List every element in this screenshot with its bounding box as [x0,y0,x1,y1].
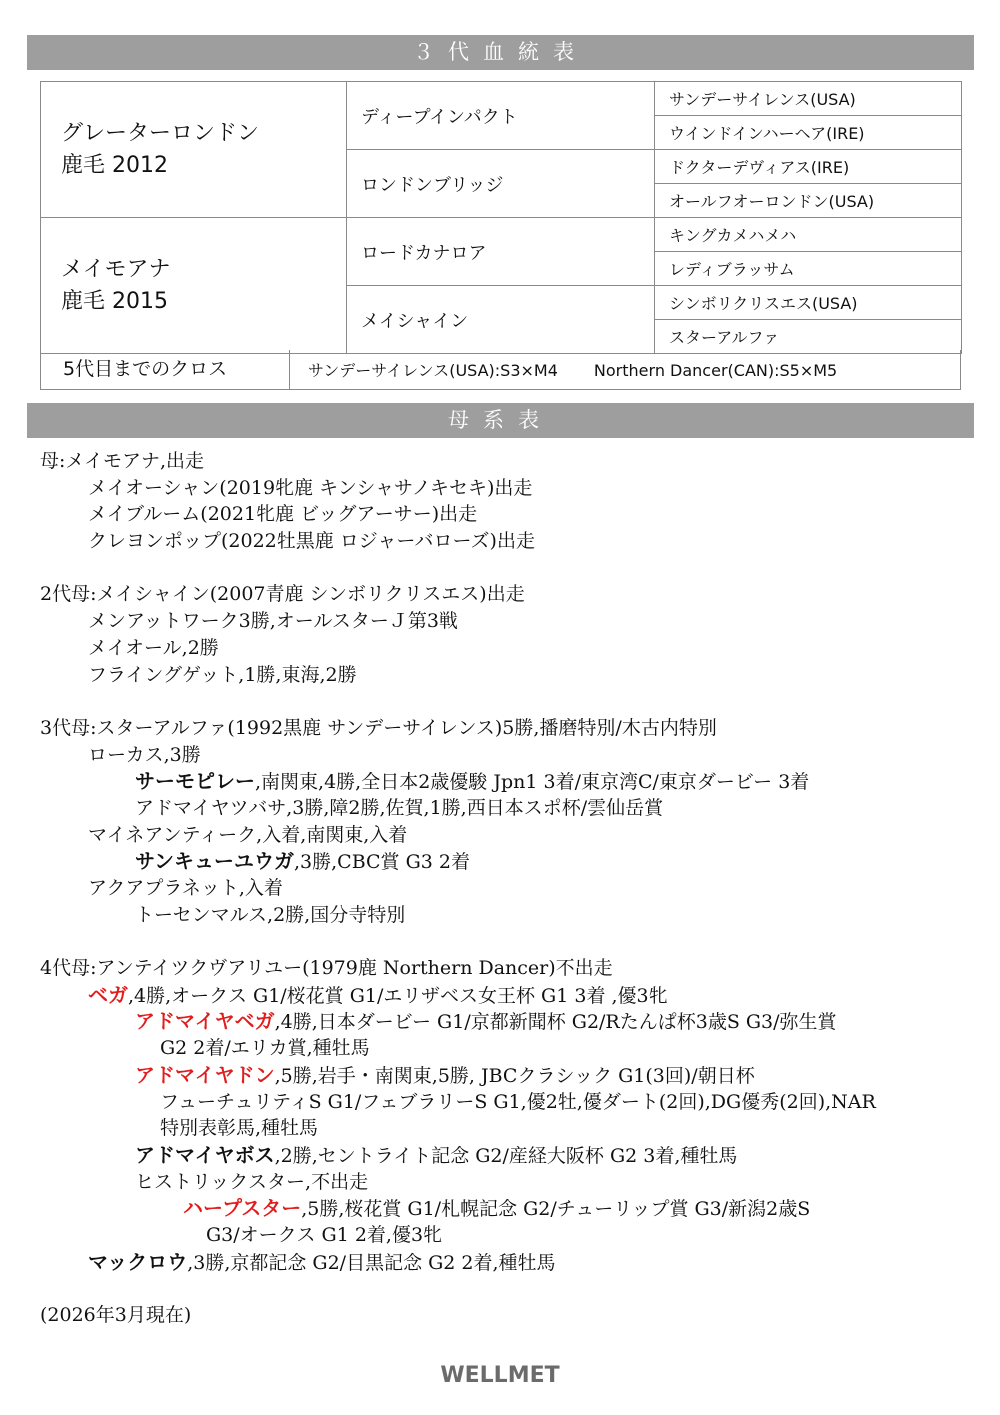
spacer [40,1275,970,1302]
pedigree-cell: ウインドインハーヘア(IRE) [655,116,962,150]
inbreeding-cross-row [40,350,961,390]
family-line [40,822,970,849]
family-line-text: フライングゲット,1勝,東海,2勝 [88,663,357,686]
family-line [40,742,970,769]
pedigree-cell: シンボリクリスエス(USA) [655,286,962,320]
family-line-text: フューチュリティS G1/フェブラリーS G1,優2牡,優ダート(2回),DG優秀(2回),NAR [160,1090,876,1113]
horse-name-highlight: サーモピレー [135,769,255,794]
family-line [40,1008,970,1035]
pedigree-section-header: ３代血統表 [27,35,974,70]
family-line [40,475,970,502]
family-line-text: G2 2着/エリカ賞,種牡馬 [160,1037,370,1060]
family-line [40,1142,970,1169]
family-line [40,902,970,929]
pedigree-cell: レディブラッサム [655,252,962,286]
family-line [40,1195,970,1222]
sire-name: グレーターロンドン [61,120,260,146]
horse-name-highlight: サンキューユウガ [135,849,294,874]
family-line-text: ローカス,3勝 [88,743,201,766]
family-line [40,715,970,742]
family-line-text: ,5勝,桜花賞 G1/札幌記念 G2/チューリップ賞 G3/新潟2歳S [301,1198,811,1221]
dam-info: 鹿毛 2015 [61,288,168,314]
family-line-text: 4代母:アンテイツクヴアリユー(1979鹿 Northern Dancer)不出走 [40,957,613,980]
family-line [40,1169,970,1196]
family-line-text: アドマイヤツバサ,3勝,障2勝,佐賀,1勝,西日本スポ杯/雲仙岳賞 [135,796,664,819]
family-line [40,608,970,635]
spacer [40,688,970,715]
family-line-text: ,3勝,京都記念 G2/目黒記念 G2 2着,種牡馬 [187,1251,556,1274]
family-line-text: 2代母:メイシャイン(2007青鹿 シンボリクリスエス)出走 [40,583,525,606]
family-line-text: G3/オークス G1 2着,優3牝 [206,1223,443,1246]
family-line-text: 3代母:スターアルファ(1992黒鹿 サンデーサイレンス)5勝,播磨特別/木古内特別 [40,716,717,739]
family-line [40,875,970,902]
family-line-text: (2026年3月現在) [40,1304,192,1326]
family-line-text: ,3勝,CBC賞 G3 2着 [294,851,470,874]
family-line-text: メイオーシャン(2019牝鹿 キンシャサノキセキ)出走 [88,476,533,499]
family-line-text: クレヨンポップ(2022牡黒鹿 ロジャーバローズ)出走 [88,530,535,553]
brand-logo: WELLMET [440,1363,560,1388]
family-line [40,848,970,875]
sire-dam: ロンドンブリッジ [347,150,655,218]
family-line [40,662,970,689]
spacer [40,928,970,955]
sire-sire: ディープインパクト [347,82,655,150]
horse-name-highlight: アドマイヤドン [135,1062,275,1087]
family-line [40,795,970,822]
family-line-text: ,2勝,セントライト記念 G2/産経大阪杯 G2 3着,種牡馬 [274,1144,738,1167]
dam-cell [41,218,347,354]
family-line-text: ヒストリックスター,不出走 [135,1170,369,1193]
cross-label: 5代目までのクロス [41,350,290,389]
spacer [40,555,970,582]
sire-info: 鹿毛 2012 [61,152,168,178]
family-line-text: 特別表彰馬,種牡馬 [160,1117,319,1140]
family-line [40,1115,970,1142]
pedigree-cell: スターアルファ [655,320,962,354]
pedigree-table [40,81,962,354]
pedigree-cell: ドクターデヴィアス(IRE) [655,150,962,184]
family-line-text: ,南関東,4勝,全日本2歳優駿 Jpn1 3着/東京湾C/東京ダービー 3着 [255,771,810,794]
dam-sire: ロードカナロア [347,218,655,286]
family-line-text: ,4勝,オークス G1/桜花賞 G1/エリザベス女王杯 G1 3着 ,優3牝 [128,984,668,1007]
family-line [40,768,970,795]
family-line [40,635,970,662]
dam-dam: メイシャイン [347,286,655,354]
family-line-text: アクアプラネット,入着 [88,877,283,899]
cross-values [290,350,837,389]
horse-name-highlight: アドマイヤボス [135,1142,275,1167]
dam-name: メイモアナ [61,256,171,282]
family-line-text: ,5勝,岩手・南関東,5勝, JBCクラシック G1(3回)/朝日杯 [274,1064,755,1087]
pedigree-cell: サンデーサイレンス(USA) [655,82,962,116]
family-line-text: トーセンマルス,2勝,国分寺特別 [135,903,406,926]
pedigree-cell: オールフオーロンドン(USA) [655,184,962,218]
family-line [40,1302,970,1329]
cross-value: サンデーサイレンス(USA):S3×M4 [308,361,558,380]
horse-name-highlight: ハープスター [183,1196,302,1221]
family-line-text: メイオール,2勝 [88,636,219,659]
family-line [40,982,970,1009]
horse-name-highlight: アドマイヤベガ [135,1009,275,1034]
family-line [40,1062,970,1089]
family-line [40,1249,970,1276]
family-line [40,955,970,982]
family-line [40,448,970,475]
horse-name-highlight: ベガ [88,982,128,1007]
family-line [40,1035,970,1062]
family-section-header: 母系表 [27,403,974,438]
family-line-text: メイブルーム(2021牝鹿 ビッグアーサー)出走 [88,503,478,526]
family-line [40,581,970,608]
family-line [40,528,970,555]
family-line-text: メンアットワーク3勝,オールスターＪ第3戦 [88,610,458,633]
family-table [40,448,970,1329]
sire-cell [41,82,347,218]
family-line [40,1089,970,1116]
horse-name-highlight: マックロウ [88,1249,188,1274]
family-line-text: マイネアンティーク,入着,南関東,入着 [88,823,408,846]
family-line [40,1222,970,1249]
family-line-text: 母:メイモアナ,出走 [40,450,205,472]
cross-value: Northern Dancer(CAN):S5×M5 [593,361,838,380]
family-line [40,501,970,528]
pedigree-cell: キングカメハメハ [655,218,962,252]
family-line-text: ,4勝,日本ダービー G1/京都新聞杯 G2/Rたんぱ杯3歳S G3/弥生賞 [274,1011,837,1034]
